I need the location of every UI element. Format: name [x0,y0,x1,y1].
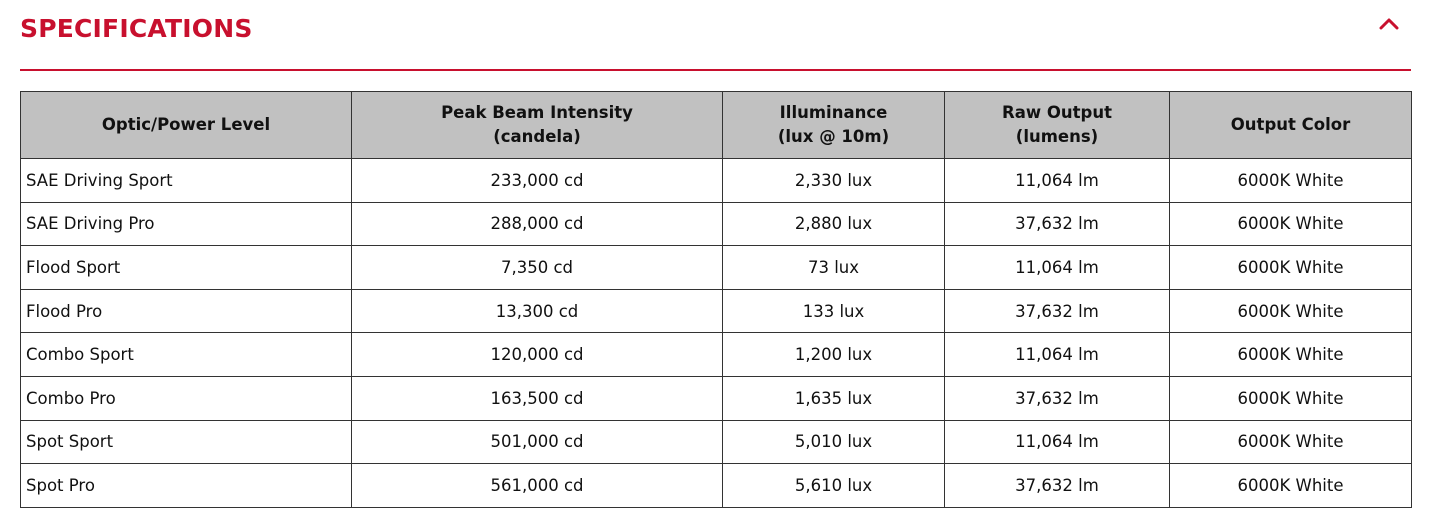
cell-illuminance: 2,880 lux [723,202,945,246]
cell-peak-beam-intensity: 13,300 cd [352,289,723,333]
cell-raw-output: 37,632 lm [945,464,1170,508]
column-header-output-color: Output Color [1170,92,1412,159]
table-header-row [21,92,1412,159]
cell-illuminance: 5,610 lux [723,464,945,508]
cell-output-color: 6000K White [1170,376,1412,420]
table-row [21,464,1412,508]
cell-optic-power-level: SAE Driving Pro [21,202,352,246]
column-header-raw-output: Raw Output (lumens) [945,92,1170,159]
cell-optic-power-level: Combo Pro [21,376,352,420]
cell-illuminance: 133 lux [723,289,945,333]
cell-illuminance: 73 lux [723,246,945,290]
chevron-up-icon[interactable] [1377,12,1401,36]
table-row [21,420,1412,464]
cell-optic-power-level: SAE Driving Sport [21,159,352,203]
cell-raw-output: 37,632 lm [945,202,1170,246]
specifications-table [20,91,1412,508]
cell-peak-beam-intensity: 501,000 cd [352,420,723,464]
cell-raw-output: 37,632 lm [945,289,1170,333]
cell-output-color: 6000K White [1170,289,1412,333]
cell-peak-beam-intensity: 233,000 cd [352,159,723,203]
cell-output-color: 6000K White [1170,159,1412,203]
cell-optic-power-level: Flood Pro [21,289,352,333]
cell-peak-beam-intensity: 120,000 cd [352,333,723,377]
cell-illuminance: 1,200 lux [723,333,945,377]
cell-raw-output: 11,064 lm [945,420,1170,464]
cell-raw-output: 11,064 lm [945,159,1170,203]
specifications-header[interactable] [20,0,1411,71]
cell-illuminance: 1,635 lux [723,376,945,420]
table-row [21,202,1412,246]
cell-output-color: 6000K White [1170,333,1412,377]
column-header-peak-beam-intensity: Peak Beam Intensity (candela) [352,92,723,159]
cell-illuminance: 2,330 lux [723,159,945,203]
cell-output-color: 6000K White [1170,202,1412,246]
cell-output-color: 6000K White [1170,246,1412,290]
cell-optic-power-level: Combo Sport [21,333,352,377]
cell-peak-beam-intensity: 163,500 cd [352,376,723,420]
table-row [21,289,1412,333]
cell-optic-power-level: Spot Sport [21,420,352,464]
table-row [21,246,1412,290]
table-row [21,333,1412,377]
cell-output-color: 6000K White [1170,464,1412,508]
cell-optic-power-level: Spot Pro [21,464,352,508]
cell-raw-output: 11,064 lm [945,333,1170,377]
cell-peak-beam-intensity: 7,350 cd [352,246,723,290]
cell-peak-beam-intensity: 288,000 cd [352,202,723,246]
table-row [21,159,1412,203]
section-title: SPECIFICATIONS [20,14,253,43]
column-header-illuminance: Illuminance (lux @ 10m) [723,92,945,159]
cell-raw-output: 11,064 lm [945,246,1170,290]
column-header-optic-power-level: Optic/Power Level [21,92,352,159]
cell-output-color: 6000K White [1170,420,1412,464]
cell-raw-output: 37,632 lm [945,376,1170,420]
cell-optic-power-level: Flood Sport [21,246,352,290]
cell-illuminance: 5,010 lux [723,420,945,464]
cell-peak-beam-intensity: 561,000 cd [352,464,723,508]
table-row [21,376,1412,420]
